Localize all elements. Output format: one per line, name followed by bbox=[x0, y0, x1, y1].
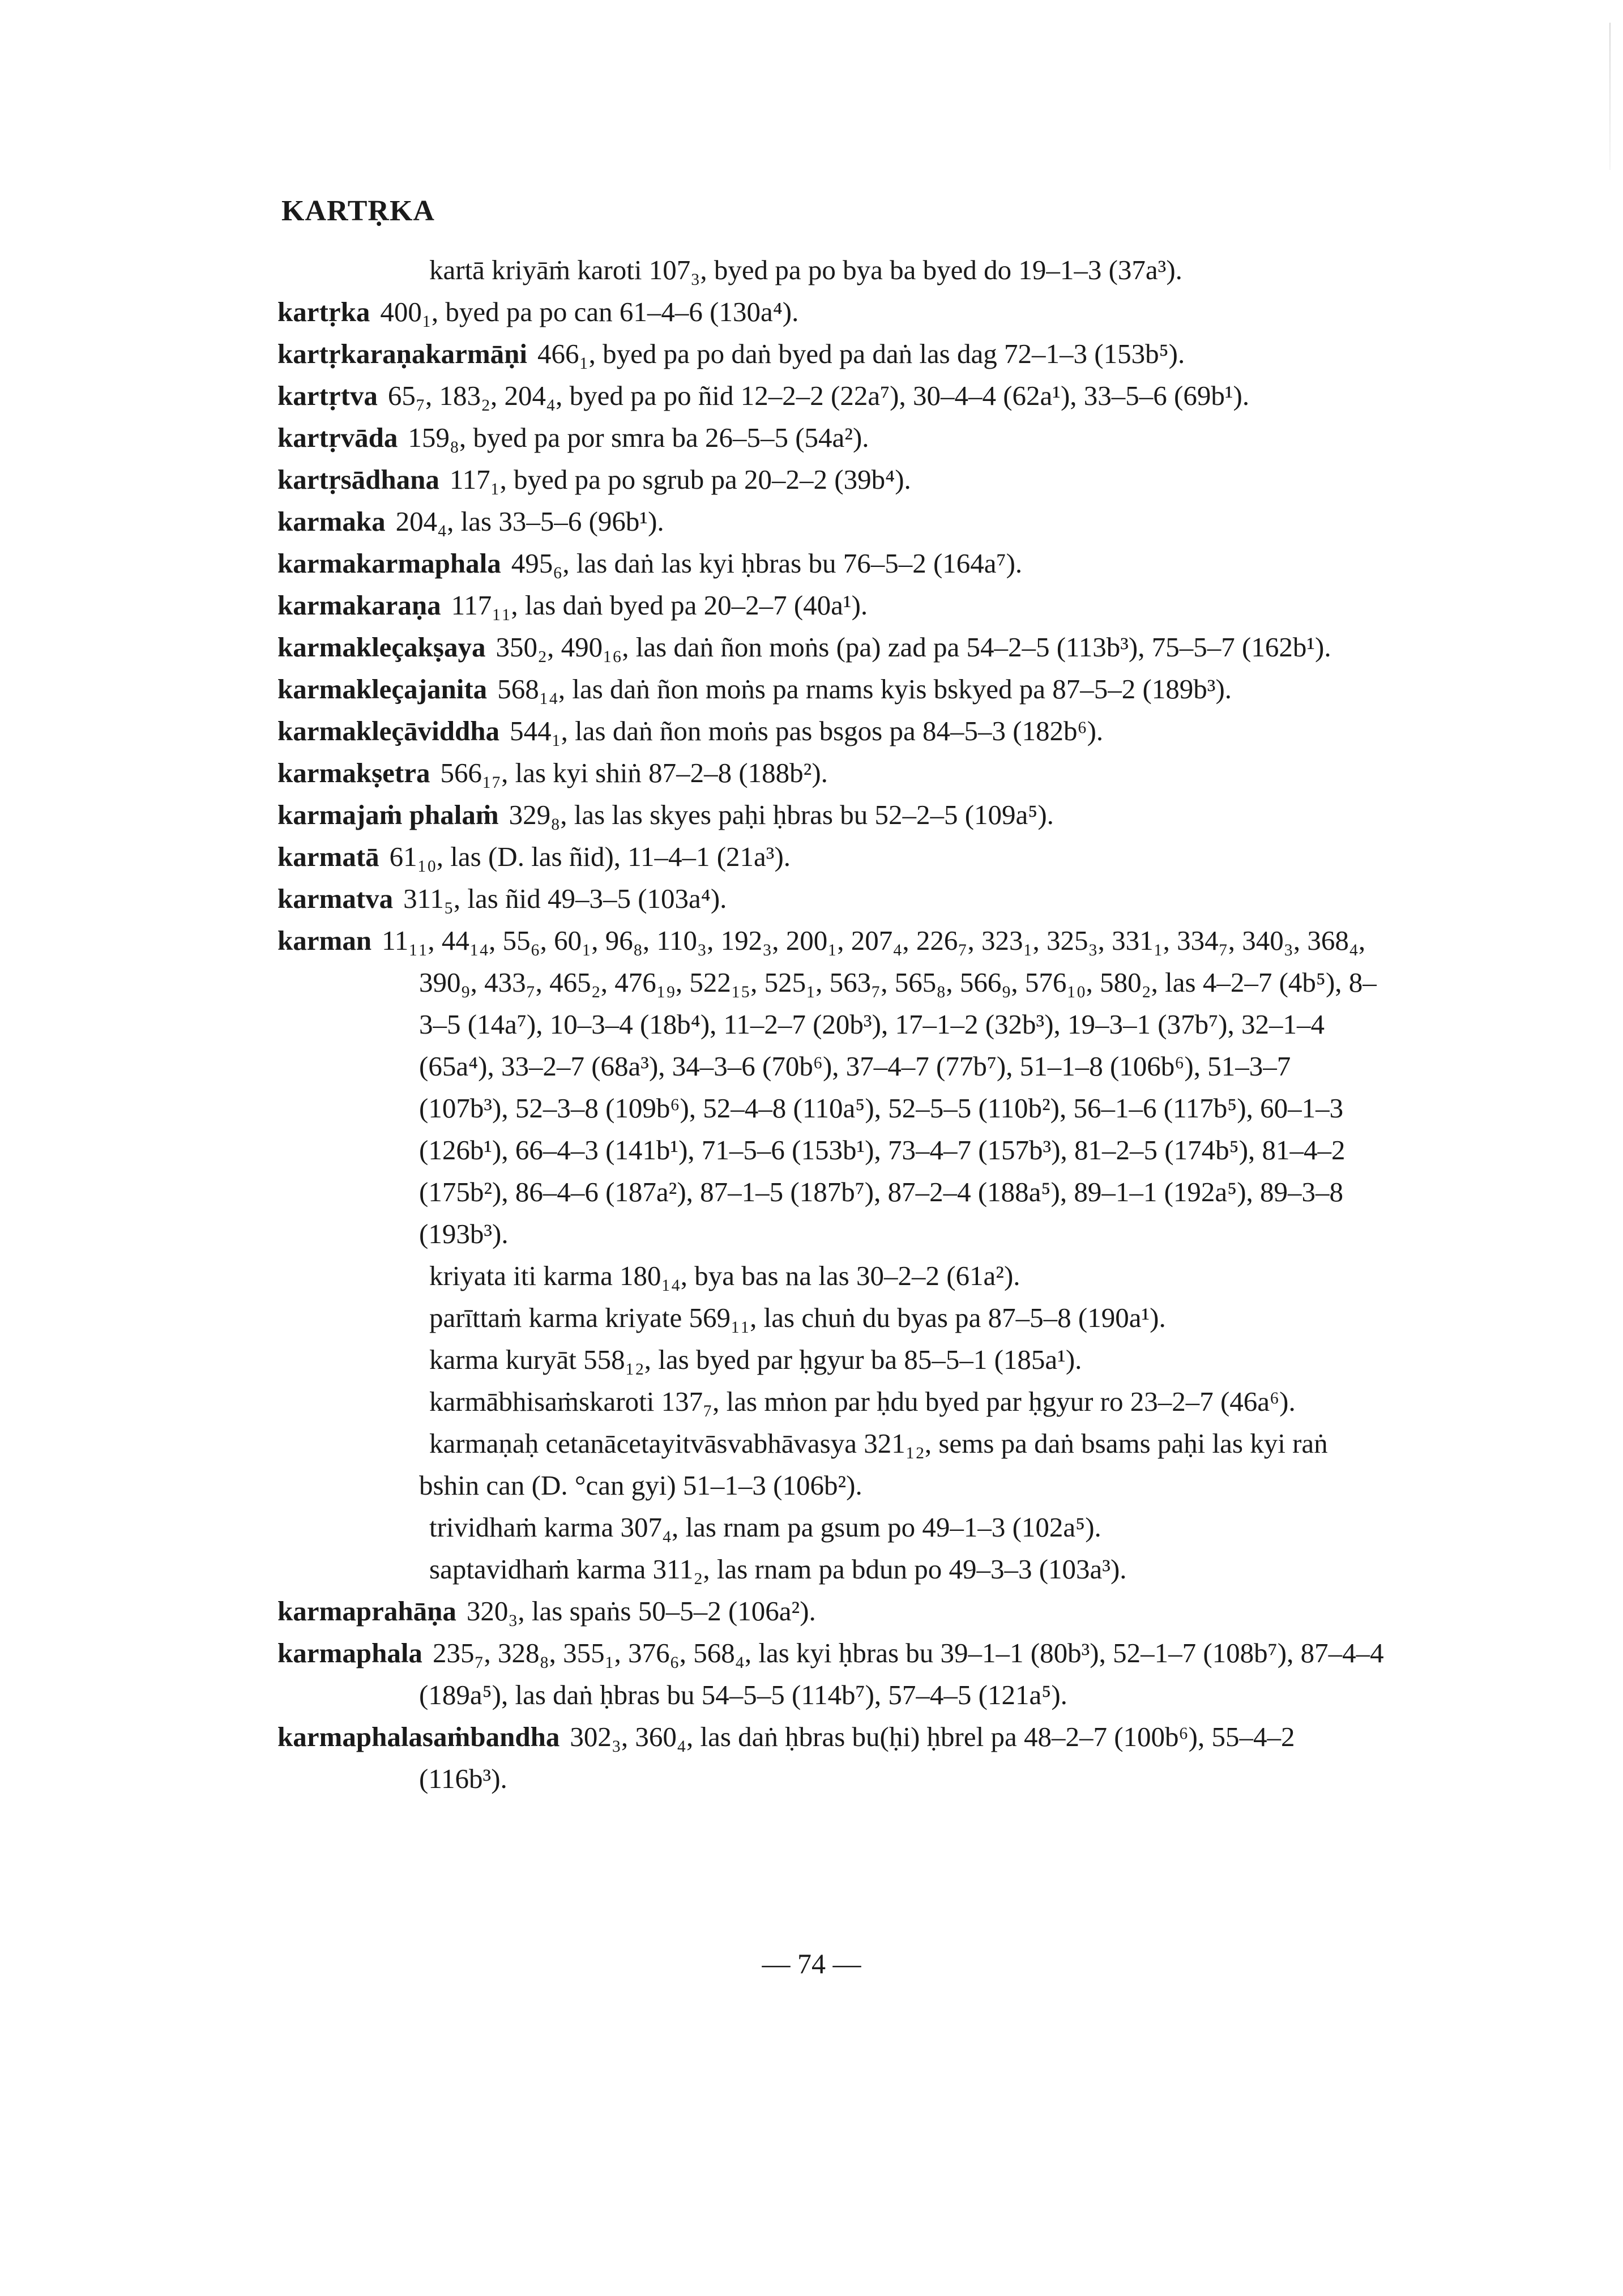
entry-text: trividhaṁ karma 307₄, las rnam pa gsum po 49–1–3 (102a⁵). bbox=[429, 1512, 1101, 1543]
entry-headword: karmatā bbox=[277, 841, 379, 872]
entry-line bbox=[277, 501, 1385, 543]
entry-line bbox=[277, 417, 1385, 459]
entry-line bbox=[277, 543, 1385, 584]
entry-text: 544₁, las daṅ ñon moṅs pas bsgos pa 84–5–3 (182b⁶). bbox=[510, 715, 1104, 746]
entry-line bbox=[277, 1716, 1385, 1800]
entry-headword: karmajaṁ phalaṁ bbox=[277, 799, 499, 830]
entry-line bbox=[277, 1507, 1385, 1548]
entry-line bbox=[277, 1590, 1385, 1632]
running-head: KARTṚKA bbox=[281, 195, 435, 227]
entry-line bbox=[277, 794, 1385, 836]
entry-headword: karman bbox=[277, 925, 372, 956]
scan-edge-mark bbox=[1609, 23, 1611, 170]
entry-line bbox=[277, 626, 1385, 668]
entry-text: 11₁₁, 44₁₄, 55₆, 60₁, 96₈, 110₃, 192₃, 200₁, 207₄, 226₇, 323₁, 325₃, 331₁, 334₇, 340₃, 368₄, 390₉, 433₇, 465₂, 476₁₉, 522₁₅, 525₁, 563₇, 565₈, 566₉, 576₁₀, 580₂, las 4–2–7 (4b⁵), 8–3–5 (14a⁷), 10–3–4 (18b⁴), 11–2–7 (20b³), 17–1–2 (32b³), 19–3–1 (37b⁷), 32–1–4 (65a⁴), 33–2–7 (68a³), 34–3–6 (70b⁶), 37–4–7 (77b⁷), 51–1–8 (106b⁶), 51–3–7 (107b³), 52–3–8 (109b⁶), 52–4–8 (110a⁵), 52–5–5 (110b²), 56–1–6 (117b⁵), 60–1–3 (126b¹), 66–4–3 (141b¹), 71–5–6 (153b¹), 73–4–7 (157b³), 81–2–5 (174b⁵), 81–4–2 (175b²), 86–4–6 (187a²), 87–1–5 (187b⁷), 87–2–4 (188a⁵), 89–1–1 (192a⁵), 89–3–8 (193b³). bbox=[382, 925, 1377, 1249]
entry-line bbox=[277, 752, 1385, 794]
entry-text: 117₁₁, las daṅ byed pa 20–2–7 (40a¹). bbox=[451, 590, 868, 621]
entry-headword: kartṛsādhana bbox=[277, 464, 439, 495]
entry-line bbox=[277, 710, 1385, 752]
entry-headword: kartṛka bbox=[277, 296, 370, 327]
entry-headword: karmaprahāṇa bbox=[277, 1595, 456, 1627]
entry-text: 350₂, 490₁₆, las daṅ ñon moṅs (pa) zad pa 54–2–5 (113b³), 75–5–7 (162b¹). bbox=[496, 631, 1331, 663]
entry-line bbox=[277, 249, 1385, 291]
entry-text: 495₆, las daṅ las kyi ḥbras bu 76–5–2 (164a⁷). bbox=[511, 548, 1023, 579]
entry-text: karmābhisaṁskaroti 137₇, las mṅon par ḥdu byed par ḥgyur ro 23–2–7 (46a⁶). bbox=[429, 1386, 1296, 1417]
entry-headword: karmakleçajanita bbox=[277, 673, 488, 705]
entry-text: 61₁₀, las (D. las ñid), 11–4–1 (21a³). bbox=[389, 841, 791, 872]
entry-headword: karmakleçakṣaya bbox=[277, 631, 486, 663]
entry-text: 466₁, byed pa po daṅ byed pa daṅ las dag 72–1–3 (153b⁵). bbox=[537, 338, 1185, 369]
entry-text: 400₁, byed pa po can 61–4–6 (130a⁴). bbox=[380, 296, 799, 327]
entry-text: kartā kriyāṁ karoti 107₃, byed pa po bya ba byed do 19–1–3 (37a³). bbox=[429, 254, 1182, 285]
entry-text: saptavidhaṁ karma 311₂, las rnam pa bdun po 49–3–3 (103a³). bbox=[429, 1554, 1127, 1585]
entry-line bbox=[277, 375, 1385, 417]
entry-headword: karmaphala bbox=[277, 1637, 422, 1668]
entry-line bbox=[277, 668, 1385, 710]
entry-text: parīttaṁ karma kriyate 569₁₁, las chuṅ du byas pa 87–5–8 (190a¹). bbox=[429, 1302, 1166, 1333]
entry-line bbox=[277, 836, 1385, 878]
entry-line bbox=[277, 291, 1385, 333]
entry-text: 117₁, byed pa po sgrub pa 20–2–2 (39b⁴). bbox=[449, 464, 911, 495]
entry-line bbox=[277, 333, 1385, 375]
entry-line bbox=[277, 1339, 1385, 1381]
entry-headword: karmakṣetra bbox=[277, 757, 430, 788]
entry-line bbox=[277, 878, 1385, 920]
entry-headword: karmaphalasaṁbandha bbox=[277, 1721, 560, 1752]
entry-line bbox=[277, 1381, 1385, 1423]
entry-line bbox=[277, 1297, 1385, 1339]
entry-line bbox=[277, 1255, 1385, 1297]
entry-line bbox=[277, 1548, 1385, 1590]
entry-line bbox=[277, 584, 1385, 626]
entry-line bbox=[277, 1423, 1385, 1507]
entry-text: 302₃, 360₄, las daṅ ḥbras bu(ḥi) ḥbrel pa 48–2–7 (100b⁶), 55–4–2 (116b³). bbox=[419, 1721, 1295, 1794]
entry-text: 329₈, las las skyes paḥi ḥbras bu 52–2–5 (109a⁵). bbox=[509, 799, 1054, 830]
entry-text: 159₈, byed pa por smra ba 26–5–5 (54a²). bbox=[408, 422, 869, 453]
entry-text: 65₇, 183₂, 204₄, byed pa po ñid 12–2–2 (22a⁷), 30–4–4 (62a¹), 33–5–6 (69b¹). bbox=[387, 380, 1250, 411]
entry-headword: karmakaraṇa bbox=[277, 590, 441, 621]
entry-headword: karmakarmaphala bbox=[277, 548, 501, 579]
entry-headword: karmaka bbox=[277, 506, 386, 537]
entry-text: 311₅, las ñid 49–3–5 (103a⁴). bbox=[403, 883, 727, 914]
dictionary-entries bbox=[277, 249, 1385, 1800]
entry-headword: kartṛkaraṇakarmāṇi bbox=[277, 338, 527, 369]
page-number: — 74 — bbox=[762, 1948, 861, 1979]
entry-line bbox=[277, 920, 1385, 1255]
entry-text: kriyata iti karma 180₁₄, bya bas na las 30–2–2 (61a²). bbox=[429, 1260, 1020, 1291]
entry-text: 566₁₇, las kyi shiṅ 87–2–8 (188b²). bbox=[440, 757, 828, 788]
entry-text: karma kuryāt 558₁₂, las byed par ḥgyur ba 85–5–1 (185a¹). bbox=[429, 1344, 1082, 1375]
entry-headword: karmakleçāviddha bbox=[277, 715, 500, 746]
entry-text: 235₇, 328₈, 355₁, 376₆, 568₄, las kyi ḥbras bu 39–1–1 (80b³), 52–1–7 (108b⁷), 87–4–4 (189a⁵), las daṅ ḥbras bu 54–5–5 (114b⁷), 57–4–5 (121a⁵). bbox=[419, 1637, 1384, 1710]
entry-headword: karmatva bbox=[277, 883, 394, 914]
entry-text: 320₃, las spaṅs 50–5–2 (106a²). bbox=[466, 1595, 816, 1627]
entry-headword: kartṛvāda bbox=[277, 422, 398, 453]
entry-line bbox=[277, 1632, 1385, 1716]
entry-headword: kartṛtva bbox=[277, 380, 378, 411]
entry-text: karmaṇaḥ cetanācetayitvāsvabhāvasya 321₁₂, sems pa daṅ bsams paḥi las kyi raṅ bshin can (D. °can gyi) 51–1–3 (106b²). bbox=[419, 1428, 1328, 1501]
entry-line bbox=[277, 459, 1385, 501]
entry-text: 204₄, las 33–5–6 (96b¹). bbox=[395, 506, 664, 537]
entry-text: 568₁₄, las daṅ ñon moṅs pa rnams kyis bskyed pa 87–5–2 (189b³). bbox=[497, 673, 1232, 705]
